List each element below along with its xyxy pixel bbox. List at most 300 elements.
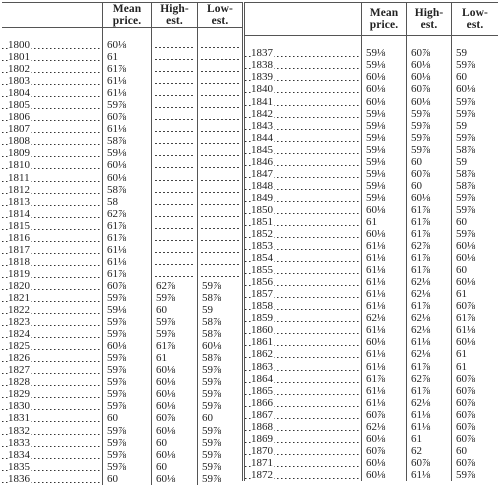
highest-cell	[152, 244, 197, 256]
lowest-cell: 58⅞	[456, 167, 476, 180]
year-cell	[245, 457, 361, 469]
year-label: 1846	[251, 155, 273, 168]
lowest-cell	[198, 51, 242, 63]
highest-cell	[152, 63, 197, 75]
year-label: 1818	[8, 255, 30, 268]
lowest-cell: 60	[456, 444, 467, 457]
mean-price-cell: 62⅛	[366, 312, 386, 325]
year-label: 1849	[251, 191, 273, 204]
empty-dash-rule	[155, 143, 194, 144]
lowest-cell: 60⅛	[202, 340, 222, 353]
lowest-cell: 58⅞	[456, 179, 476, 192]
lowest-cell	[198, 220, 242, 232]
right-body	[245, 36, 498, 481]
year-cell	[2, 232, 102, 244]
lowest-cell	[198, 63, 242, 75]
year-cell	[245, 168, 361, 180]
year-label: 1841	[251, 95, 273, 108]
year-label: 1870	[251, 444, 273, 457]
mean-price-cell: 60⅛	[107, 159, 127, 172]
year-cell	[245, 108, 361, 120]
highest-cell	[152, 256, 197, 268]
year-cell	[2, 400, 102, 412]
lowest-cell	[198, 256, 242, 268]
empty-dash-rule	[201, 155, 239, 156]
lowest-cell: 58⅞	[456, 143, 476, 156]
mean-price-cell: 61⅛	[366, 384, 386, 397]
lowest-cell	[198, 172, 242, 184]
year-cell	[2, 39, 102, 51]
lowest-cell: 59	[456, 47, 467, 60]
year-cell	[245, 83, 361, 95]
year-label: 1830	[8, 400, 30, 413]
lowest-cell	[198, 135, 242, 147]
lowest-cell: 59⅞	[456, 131, 476, 144]
mean-price-cell: 61	[107, 51, 118, 64]
highest-cell	[152, 232, 197, 244]
lowest-cell	[198, 159, 242, 171]
year-label: 1856	[251, 276, 273, 289]
empty-dash-rule	[155, 216, 194, 217]
highest-cell: 61⅞	[156, 340, 176, 353]
highest-cell: 59⅞	[411, 107, 431, 120]
left-body	[2, 28, 242, 485]
year-label: 1825	[8, 340, 30, 353]
year-cell	[2, 159, 102, 171]
mean-price-cell: 61⅛	[366, 252, 386, 265]
year-cell	[245, 336, 361, 348]
year-label: 1851	[251, 215, 273, 228]
highest-cell	[152, 268, 197, 280]
year-label: 1815	[8, 219, 30, 232]
year-label: 1869	[251, 432, 273, 445]
empty-dash-rule	[201, 264, 239, 265]
mean-price-cell: 62⅛	[366, 420, 386, 433]
lowest-cell: 59⅞	[202, 460, 222, 473]
lowest-cell: 60	[456, 215, 467, 228]
year-cell	[245, 120, 361, 132]
mean-price-cell: 61⅛	[366, 276, 386, 289]
mean-price-cell: 60⅛	[366, 203, 386, 216]
lowest-cell	[198, 111, 242, 123]
year-label: 1805	[8, 99, 30, 112]
highest-cell: 62⅞	[411, 240, 431, 253]
mean-price-cell: 59⅛	[366, 47, 386, 60]
lowest-cell: 59⅞	[456, 107, 476, 120]
highest-cell: 61⅞	[411, 264, 431, 277]
lowest-cell: 60⅛	[456, 240, 476, 253]
empty-dash-rule	[201, 107, 239, 108]
highest-cell: 60⅛	[411, 191, 431, 204]
highest-cell	[152, 184, 197, 196]
mean-price-cell: 61⅛	[366, 240, 386, 253]
lowest-column-left	[197, 28, 242, 485]
mean-price-cell: 59⅞	[107, 376, 127, 389]
highest-cell: 60⅞	[411, 167, 431, 180]
year-label: 1871	[251, 456, 273, 469]
lowest-cell: 60⅞	[456, 372, 476, 385]
year-label: 1810	[8, 159, 30, 172]
highest-cell: 61⅛	[411, 336, 431, 349]
mean-price-cell: 60⅛	[366, 468, 386, 481]
empty-dash-rule	[155, 264, 194, 265]
lowest-cell: 61⅛	[456, 324, 476, 337]
highest-cell: 60⅛	[411, 71, 431, 84]
year-cell	[245, 59, 361, 71]
highest-cell: 62⅛	[411, 396, 431, 409]
year-cell	[2, 256, 102, 268]
year-label: 1840	[251, 83, 273, 96]
year-cell	[245, 240, 361, 252]
highest-cell: 62⅛	[411, 276, 431, 289]
empty-dash-rule	[155, 240, 194, 241]
highest-cell	[152, 159, 197, 171]
empty-dash-rule	[155, 276, 194, 277]
year-header-left	[2, 3, 102, 27]
year-cell	[2, 87, 102, 99]
left-header-row	[2, 2, 242, 28]
highest-cell: 60⅞	[411, 83, 431, 96]
mean-price-cell: 58⅞	[107, 183, 127, 196]
year-label: 1868	[251, 420, 273, 433]
mean-price-cell: 61⅛	[366, 300, 386, 313]
lowest-cell: 60⅞	[456, 408, 476, 421]
year-cell	[245, 469, 361, 481]
mean-price-cell: 61⅛	[366, 264, 386, 277]
lowest-cell	[198, 268, 242, 280]
lowest-cell: 59	[456, 155, 467, 168]
year-label: 1839	[251, 71, 273, 84]
mean-price-cell: 59⅛	[107, 147, 127, 160]
mean-price-header-left: Mean price.	[102, 3, 151, 27]
highest-cell: 59⅞	[411, 131, 431, 144]
lowest-cell: 59⅞	[456, 468, 476, 481]
empty-dash-rule	[201, 83, 239, 84]
year-cell	[245, 192, 361, 204]
year-cell	[245, 348, 361, 360]
lowest-cell: 60	[202, 412, 213, 425]
year-label: 1806	[8, 111, 30, 124]
year-label: 1860	[251, 324, 273, 337]
year-label: 1838	[251, 59, 273, 72]
mean-price-cell: 60	[107, 472, 118, 485]
lowest-cell: 59⅞	[456, 228, 476, 241]
year-cell	[2, 172, 102, 184]
highest-header-right: High- est.	[406, 3, 451, 35]
year-cell	[245, 445, 361, 457]
mean-price-cell: 59⅛	[366, 179, 386, 192]
highest-cell	[152, 135, 197, 147]
mean-price-cell: 59⅛	[366, 167, 386, 180]
lowest-cell: 59	[202, 304, 213, 317]
year-cell	[245, 252, 361, 264]
lowest-cell: 60⅞	[456, 396, 476, 409]
mean-price-cell: 60⅛	[107, 340, 127, 353]
year-label: 1801	[8, 51, 30, 64]
lowest-cell: 60	[456, 264, 467, 277]
mean-price-cell: 60⅛	[366, 228, 386, 241]
year-cell	[245, 96, 361, 108]
year-cell	[2, 364, 102, 376]
lowest-cell: 59⅞	[202, 472, 222, 485]
lowest-cell: 60⅞	[456, 300, 476, 313]
lowest-cell	[198, 75, 242, 87]
empty-dash-rule	[201, 131, 239, 132]
highest-cell: 61⅞	[411, 300, 431, 313]
year-cell	[245, 144, 361, 156]
year-cell	[245, 373, 361, 385]
year-label: 1865	[251, 384, 273, 397]
year-label: 1817	[8, 243, 30, 256]
highest-cell: 61⅞	[411, 384, 431, 397]
right-header-row	[245, 2, 498, 36]
empty-dash-rule	[201, 180, 239, 181]
mean-price-cell: 60⅞	[107, 111, 127, 124]
highest-cell: 59⅞	[156, 316, 176, 329]
highest-cell: 60	[411, 179, 422, 192]
highest-column-left	[151, 28, 197, 485]
lowest-cell: 59⅞	[202, 376, 222, 389]
year-cell	[245, 385, 361, 397]
year-cell	[2, 280, 102, 292]
mean-price-cell: 59⅞	[107, 448, 127, 461]
year-cell	[2, 376, 102, 388]
mean-price-cell: 60⅞	[366, 408, 386, 421]
year-cell	[245, 180, 361, 192]
year-cell	[2, 196, 102, 208]
lowest-cell: 59⅞	[456, 203, 476, 216]
highest-cell: 60⅞	[411, 456, 431, 469]
empty-dash-rule	[201, 192, 239, 193]
highest-cell	[152, 75, 197, 87]
lowest-cell: 59⅞	[202, 448, 222, 461]
highest-cell: 61⅛	[411, 408, 431, 421]
year-label: 1845	[251, 143, 273, 156]
empty-dash-rule	[155, 167, 194, 168]
year-label: 1859	[251, 312, 273, 325]
year-label: 1858	[251, 300, 273, 313]
lowest-cell	[198, 196, 242, 208]
year-cell	[2, 304, 102, 316]
lowest-cell: 60⅛	[456, 83, 476, 96]
year-label: 1811	[8, 171, 30, 184]
year-label: 1832	[8, 424, 30, 437]
mean-price-cell: 60⅛	[107, 171, 127, 184]
mean-price-cell: 62⅞	[107, 207, 127, 220]
highest-cell: 62⅛	[411, 312, 431, 325]
highest-cell: 62⅛	[411, 348, 431, 361]
year-cell	[2, 340, 102, 352]
empty-dash-rule	[155, 59, 194, 60]
highest-cell: 62⅛	[411, 288, 431, 301]
year-label: 1828	[8, 376, 30, 389]
mean-price-cell: 61⅞	[107, 267, 127, 280]
lowest-cell: 61	[456, 360, 467, 373]
mean-price-cell: 59⅞	[107, 460, 127, 473]
highest-cell: 60⅛	[156, 424, 176, 437]
lowest-cell: 59⅞	[456, 95, 476, 108]
highest-cell: 62⅞	[156, 279, 176, 292]
lowest-cell: 58⅞	[202, 328, 222, 341]
year-cell	[245, 228, 361, 240]
mean-price-cell: 59⅛	[366, 143, 386, 156]
highest-cell: 62⅛	[411, 324, 431, 337]
highest-cell: 60⅛	[156, 448, 176, 461]
year-header-right	[245, 3, 361, 35]
highest-cell: 61⅞	[411, 360, 431, 373]
lowest-cell: 61	[456, 288, 467, 301]
highest-cell: 61⅞	[411, 215, 431, 228]
year-cell	[245, 204, 361, 216]
highest-cell	[152, 111, 197, 123]
lowest-cell: 59⅞	[456, 59, 476, 72]
empty-dash-rule	[201, 143, 239, 144]
empty-dash-rule	[201, 119, 239, 120]
left-half	[2, 2, 242, 485]
mean-price-cell: 59⅞	[107, 316, 127, 329]
year-label: 1812	[8, 183, 30, 196]
highest-cell: 59⅞	[156, 291, 176, 304]
year-label: 1809	[8, 147, 30, 160]
year-cell	[2, 352, 102, 364]
year-label: 1862	[251, 348, 273, 361]
mean-price-cell: 58⅞	[107, 135, 127, 148]
highest-cell: 59⅞	[411, 119, 431, 132]
lowest-cell: 60	[456, 71, 467, 84]
highest-cell	[152, 220, 197, 232]
mean-price-cell: 61⅞	[107, 63, 127, 76]
year-cell	[245, 300, 361, 312]
highest-cell	[152, 147, 197, 159]
mean-price-cell: 61⅛	[366, 348, 386, 361]
mean-price-cell: 61⅛	[366, 360, 386, 373]
highest-cell	[152, 87, 197, 99]
year-cell	[2, 244, 102, 256]
empty-dash-rule	[155, 119, 194, 120]
empty-dash-rule	[201, 228, 239, 229]
mean-price-cell: 61⅞	[107, 219, 127, 232]
year-cell	[245, 156, 361, 168]
mean-price-cell: 59⅛	[366, 119, 386, 132]
empty-dash-rule	[201, 47, 239, 48]
year-label: 1855	[251, 264, 273, 277]
year-label: 1824	[8, 328, 30, 341]
mean-price-cell: 60⅞	[107, 279, 127, 292]
highest-column-right	[406, 36, 451, 481]
year-cell	[245, 421, 361, 433]
year-cell	[245, 71, 361, 83]
mean-price-cell: 61⅛	[107, 87, 127, 100]
highest-cell: 61⅛	[411, 468, 431, 481]
lowest-cell	[198, 123, 242, 135]
empty-dash-rule	[201, 276, 239, 277]
year-label: 1803	[8, 75, 30, 88]
empty-dash-rule	[201, 252, 239, 253]
highest-cell: 61⅛	[411, 420, 431, 433]
year-cell	[2, 425, 102, 437]
year-label: 1842	[251, 107, 273, 120]
year-label: 1808	[8, 135, 30, 148]
empty-dash-rule	[201, 71, 239, 72]
lowest-cell: 60⅛	[456, 276, 476, 289]
highest-cell: 60⅛	[156, 376, 176, 389]
lowest-cell: 59	[456, 119, 467, 132]
mean-price-cell: 59⅞	[107, 364, 127, 377]
year-cell	[245, 312, 361, 324]
year-label: 1835	[8, 460, 30, 473]
lowest-cell: 60⅞	[456, 432, 476, 445]
highest-cell: 60⅛	[156, 400, 176, 413]
mean-price-cell: 61⅛	[107, 243, 127, 256]
mean-price-cell: 60	[107, 412, 118, 425]
year-label: 1867	[251, 408, 273, 421]
empty-dash-rule	[155, 95, 194, 96]
lowest-cell: 60⅛	[456, 252, 476, 265]
mean-price-cell: 61⅞	[366, 372, 386, 385]
mean-price-cell: 59⅞	[107, 99, 127, 112]
year-label: 1852	[251, 228, 273, 241]
lowest-cell	[198, 147, 242, 159]
mean-price-cell: 61⅛	[366, 288, 386, 301]
year-cell	[2, 412, 102, 424]
year-cell	[245, 361, 361, 373]
year-cell	[245, 264, 361, 276]
year-label: 1800	[8, 39, 30, 51]
year-label: 1847	[251, 167, 273, 180]
highest-cell: 60	[156, 436, 167, 449]
highest-cell: 61⅞	[411, 203, 431, 216]
highest-cell: 60	[156, 460, 167, 473]
mean-price-header-right: Mean price.	[361, 3, 406, 35]
highest-header-left: High- est.	[151, 3, 197, 27]
highest-cell: 60	[411, 155, 422, 168]
mean-price-cell: 61⅛	[366, 324, 386, 337]
lowest-cell: 61	[456, 348, 467, 361]
year-label: 1802	[8, 63, 30, 76]
year-cell	[2, 388, 102, 400]
highest-cell	[152, 39, 197, 51]
year-cell	[2, 316, 102, 328]
right-half	[245, 2, 498, 481]
year-cell	[2, 99, 102, 111]
empty-dash-rule	[201, 240, 239, 241]
year-label: 1854	[251, 252, 273, 265]
lowest-cell: 60⅞	[456, 384, 476, 397]
year-label: 1837	[251, 47, 273, 60]
highest-cell	[152, 123, 197, 135]
highest-cell: 62⅞	[411, 372, 431, 385]
mean-price-column-right	[361, 36, 406, 481]
highest-cell: 60⅛	[156, 472, 176, 485]
highest-cell	[152, 196, 197, 208]
mean-price-cell: 61⅛	[107, 255, 127, 268]
mean-price-cell: 60⅞	[366, 444, 386, 457]
year-column-right	[245, 36, 361, 481]
mean-price-cell: 59⅞	[107, 400, 127, 413]
mean-price-cell: 59⅛	[107, 304, 127, 317]
lowest-cell: 58⅞	[202, 352, 222, 365]
year-label: 1816	[8, 231, 30, 244]
lowest-cell: 59⅞	[202, 279, 222, 292]
empty-dash-rule	[155, 71, 194, 72]
empty-dash-rule	[155, 252, 194, 253]
mean-price-cell: 60⅛	[107, 39, 127, 51]
year-label: 1829	[8, 388, 30, 401]
lowest-header-left: Low- est.	[197, 3, 242, 27]
mean-price-cell: 61⅞	[107, 231, 127, 244]
highest-cell: 61⅞	[411, 228, 431, 241]
lowest-cell	[198, 244, 242, 256]
